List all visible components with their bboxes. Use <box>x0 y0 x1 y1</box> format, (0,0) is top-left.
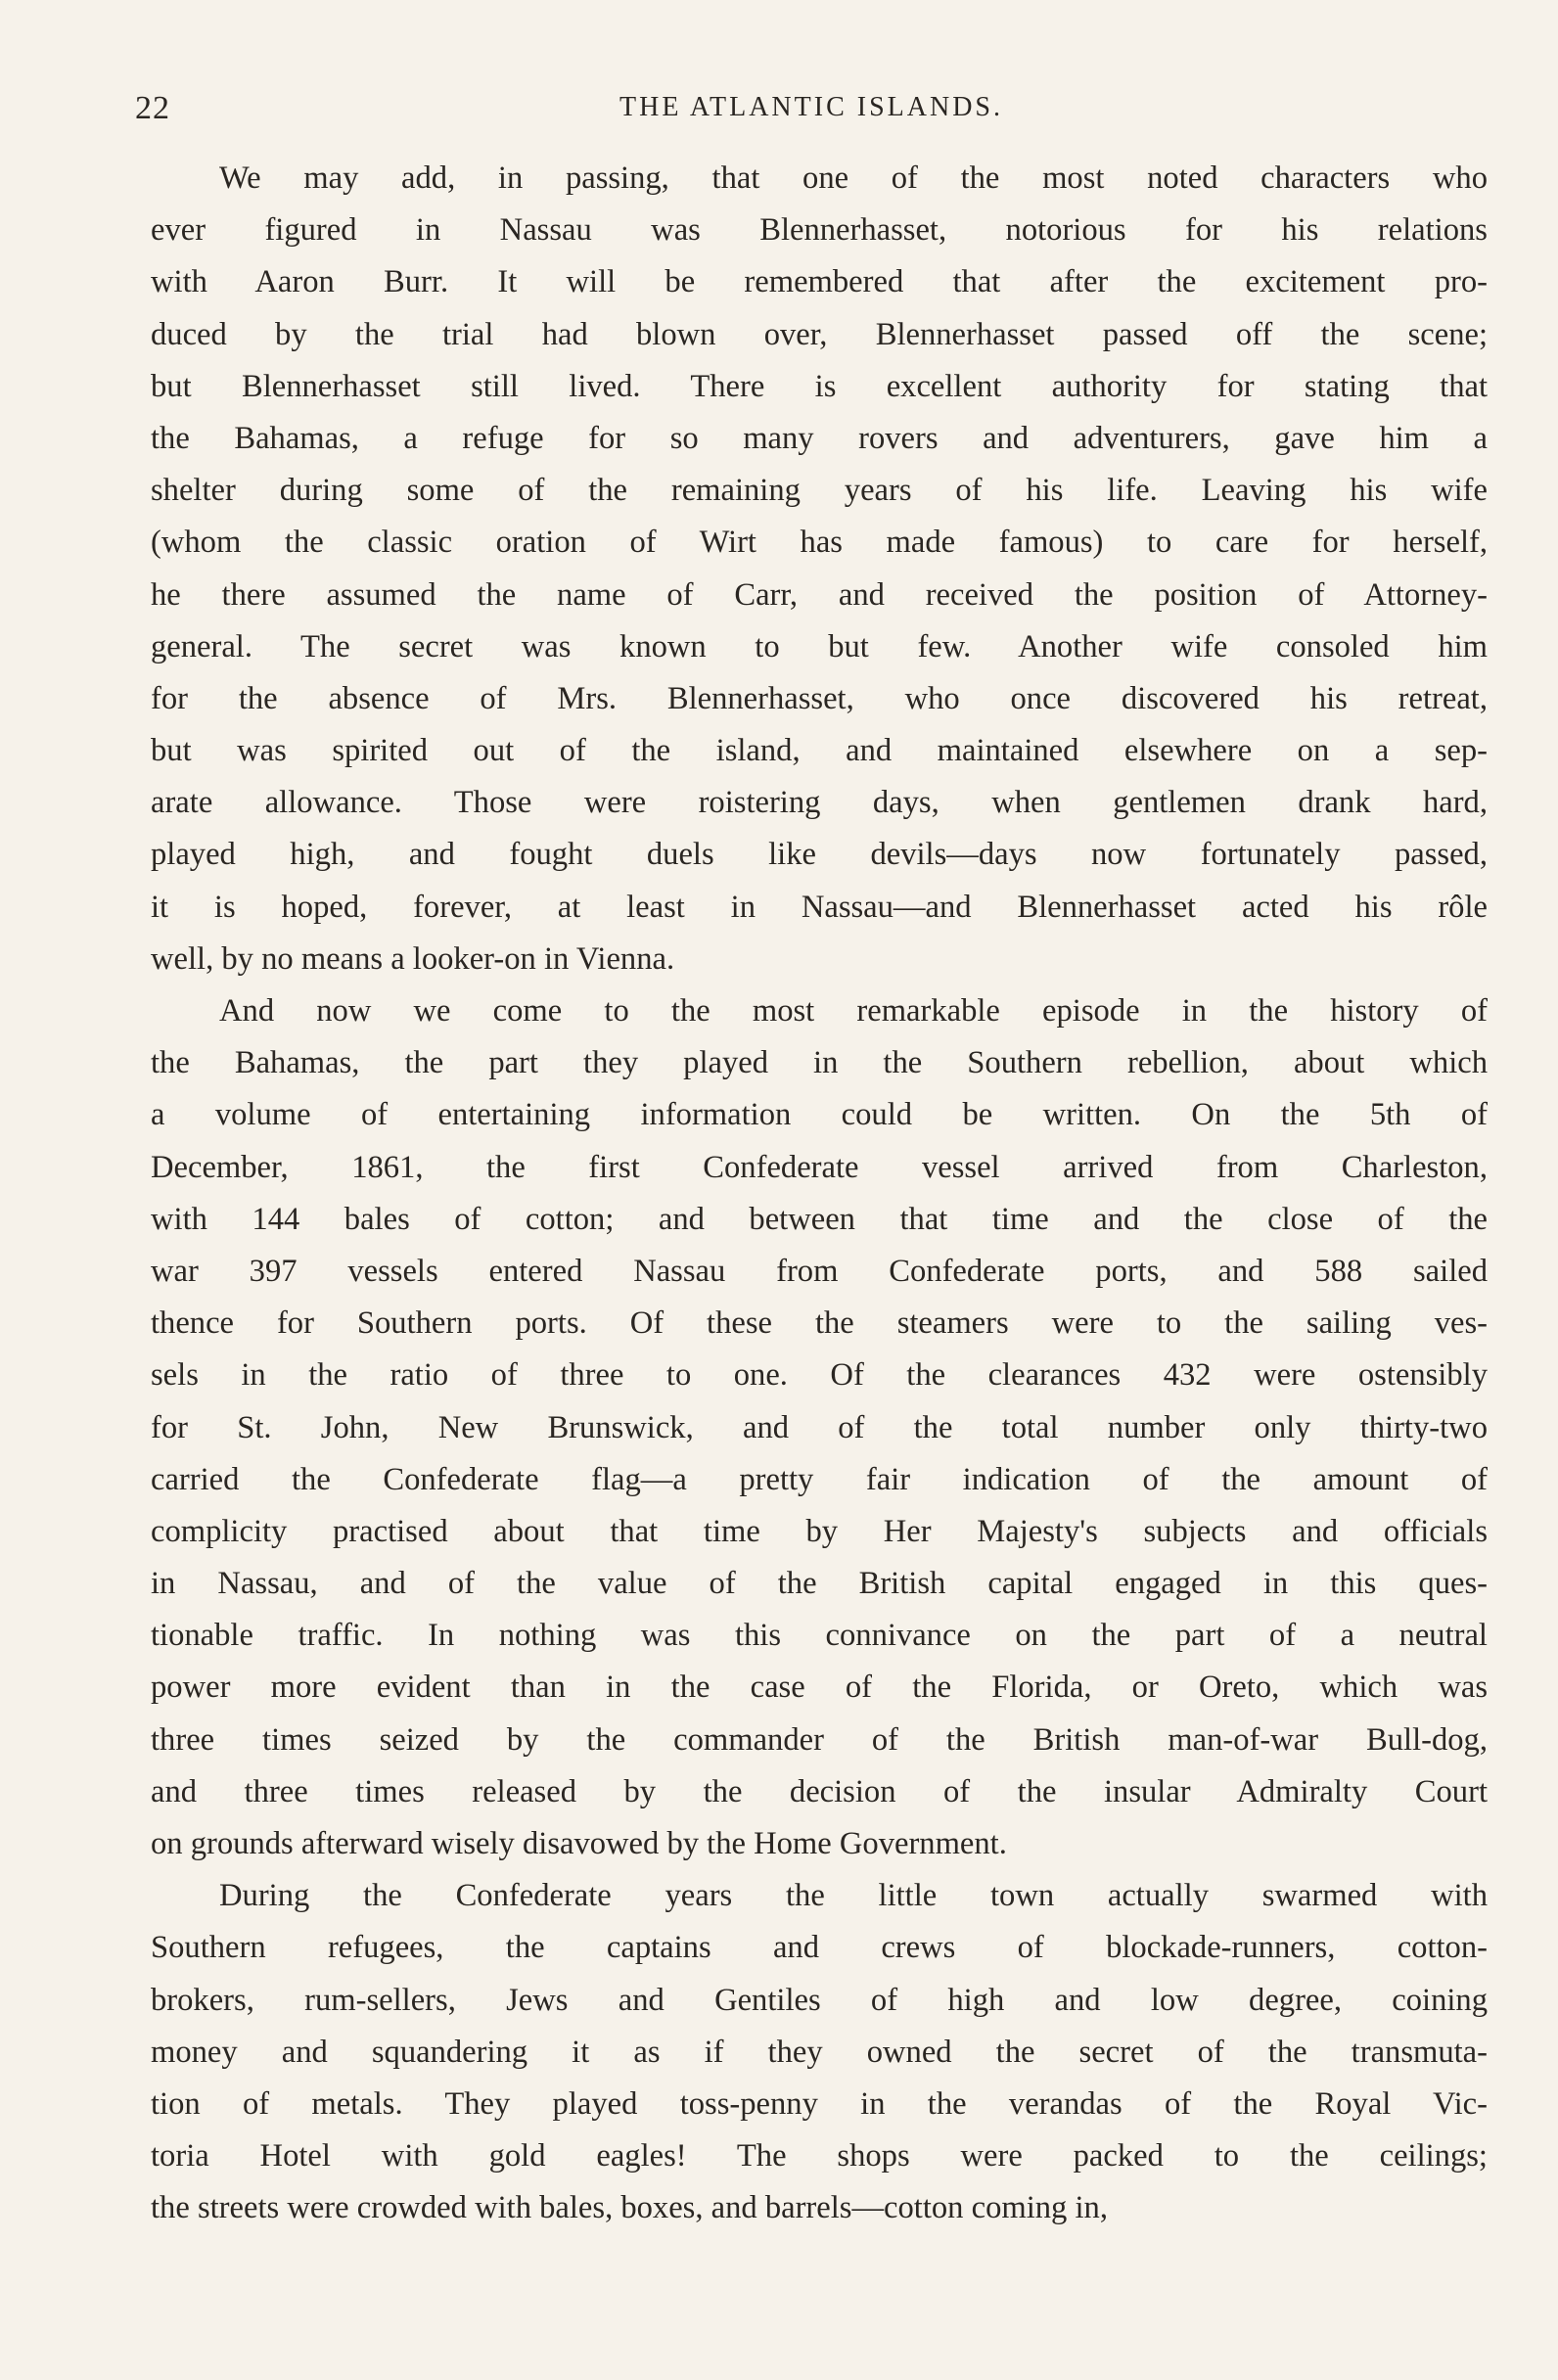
text-line: but Blennerhasset still lived. There is excellent authority for stating that <box>151 368 1488 404</box>
text-line: a volume of entertaining information could be written. On the 5th of <box>151 1097 1488 1133</box>
text-line: and three times released by the decision of the insular Admiralty Court <box>151 1773 1488 1809</box>
text-line: arate allowance. Those were roistering days, when gentlemen drank hard, <box>151 785 1488 821</box>
running-title: THE ATLANTIC ISLANDS. <box>619 92 1003 122</box>
text-line: three times seized by the commander of the British man-of-war Bull-dog, <box>151 1721 1488 1758</box>
text-line: December, 1861, the first Confederate vessel arrived from Charleston, <box>151 1149 1488 1185</box>
text-line: money and squandering it as if they owned the secret of the transmuta- <box>151 2034 1488 2070</box>
text-line: complicity practised about that time by Her Majesty's subjects and officials <box>151 1513 1488 1549</box>
paragraph <box>151 153 1488 985</box>
text-line: but was spirited out of the island, and maintained elsewhere on a sep- <box>151 733 1488 769</box>
text-line: played high, and fought duels like devils—days now fortunately passed, <box>151 837 1488 873</box>
page-number: 22 <box>135 90 170 126</box>
text-line: duced by the trial had blown over, Blennerhasset passed off the scene; <box>151 316 1488 352</box>
text-line: the Bahamas, the part they played in the Southern rebellion, about which <box>151 1045 1488 1081</box>
body-text <box>151 153 1488 2235</box>
text-line: general. The secret was known to but few. Another wife consoled him <box>151 628 1488 664</box>
text-line: well, by no means a looker-on in Vienna. <box>151 940 675 977</box>
text-line: brokers, rum-sellers, Jews and Gentiles of high and low degree, coining <box>151 1982 1488 2018</box>
text-line: in Nassau, and of the value of the British capital engaged in this ques- <box>151 1566 1488 1602</box>
text-line: the Bahamas, a refuge for so many rovers and adventurers, gave him a <box>151 420 1488 456</box>
text-line: for the absence of Mrs. Blennerhasset, who once discovered his retreat, <box>151 680 1488 716</box>
text-line: (whom the classic oration of Wirt has made famous) to care for herself, <box>151 525 1488 561</box>
text-line: it is hoped, forever, at least in Nassau—and Blennerhasset acted his rôle <box>151 889 1488 925</box>
text-line: carried the Confederate flag—a pretty fair indication of the amount of <box>151 1461 1488 1497</box>
text-line: on grounds afterward wisely disavowed by the Home Government. <box>151 1826 1007 1861</box>
text-line: the streets were crowded with bales, boxes, and barrels—cotton coming in, <box>151 2190 1108 2226</box>
text-line: shelter during some of the remaining years of his life. Leaving his wife <box>151 473 1488 509</box>
page-header <box>135 90 1488 135</box>
text-line: And now we come to the most remarkable episode in the history of <box>219 993 1488 1029</box>
text-line: sels in the ratio of three to one. Of the clearances 432 were ostensibly <box>151 1357 1488 1394</box>
text-line: ever figured in Nassau was Blennerhasset, notorious for his relations <box>151 212 1488 249</box>
text-line: thence for Southern ports. Of these the steamers were to the sailing ves- <box>151 1305 1488 1342</box>
text-line: We may add, in passing, that one of the most noted characters who <box>219 160 1488 196</box>
text-line: tion of metals. They played toss-penny in the verandas of the Royal Vic- <box>151 2085 1488 2122</box>
text-line: he there assumed the name of Carr, and received the position of Attorney- <box>151 576 1488 613</box>
text-line: toria Hotel with gold eagles! The shops were packed to the ceilings; <box>151 2138 1488 2174</box>
paragraph <box>151 1870 1488 2234</box>
text-line: with Aaron Burr. It will be remembered that after the excitement pro- <box>151 264 1488 300</box>
text-line: war 397 vessels entered Nassau from Confederate ports, and 588 sailed <box>151 1253 1488 1289</box>
text-line: with 144 bales of cotton; and between that time and the close of the <box>151 1201 1488 1237</box>
text-line: power more evident than in the case of the Florida, or Oreto, which was <box>151 1670 1488 1706</box>
paragraph <box>151 985 1488 1870</box>
text-line: Southern refugees, the captains and crews of blockade-runners, cotton- <box>151 1930 1488 1966</box>
text-line: for St. John, New Brunswick, and of the total number only thirty-two <box>151 1409 1488 1445</box>
text-line: tionable traffic. In nothing was this connivance on the part of a neutral <box>151 1618 1488 1654</box>
text-line: During the Confederate years the little town actually swarmed with <box>219 1878 1488 1914</box>
